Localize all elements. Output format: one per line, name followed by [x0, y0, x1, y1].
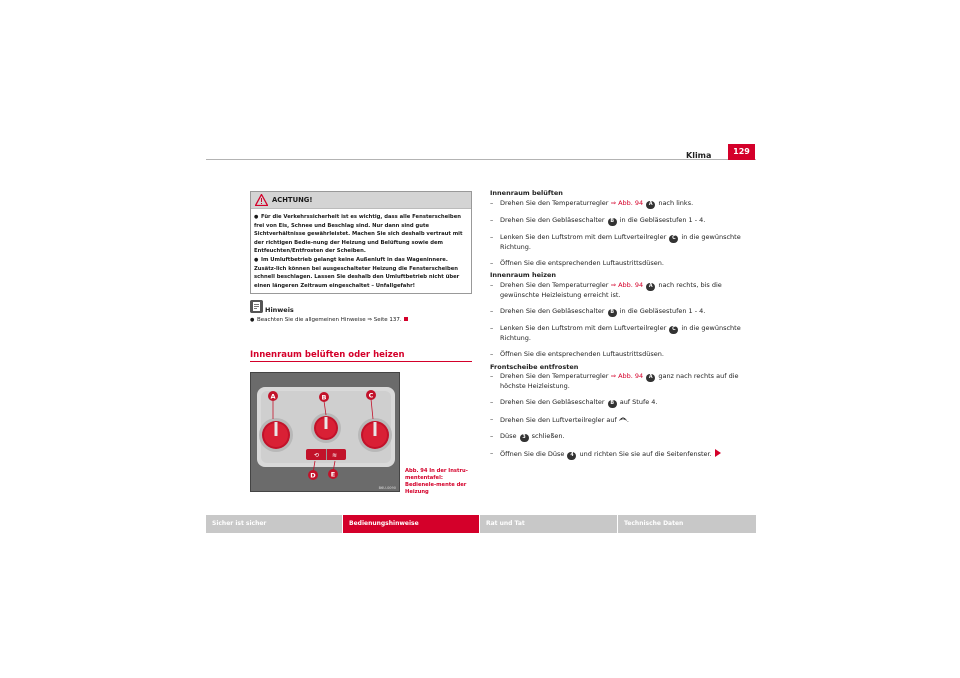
list-item: – Lenken Sie den Luftstrom mit dem Luftverteilregler C in die gewünschte Richtung. — [490, 323, 741, 342]
warning-bullet-text: Für die Verkehrssicherheit ist es wichtig, dass alle Fensterscheiben frei von Eis, Schnee und Beschlag sind. Nur dann sind gute Sichtverhältnisse gewährleistet. Machen Sie sich deshalb vertraut mit der richtigen Bedie-nung der Heizung und Belüftung sowie dem Entfeuchten/Entfrosten der Scheiben. — [254, 214, 463, 255]
heading-heizen: Innenraum heizen — [490, 271, 557, 280]
continue-arrow-icon — [715, 449, 721, 457]
callout-badge: B — [608, 218, 617, 226]
item-text: nach rechts, bis die gewünschte Heizleistung erreicht ist. — [500, 281, 722, 300]
item-text: in die Gebläsestufen 1 - 4. — [617, 306, 706, 315]
footer-tab-bedienung[interactable]: Bedienungshinweise — [343, 515, 479, 533]
item-text: Drehen Sie den Temperaturregler — [500, 372, 611, 381]
list-item: – Drehen Sie den Gebläseschalter B in die Gebläsestufen 1 - 4. — [490, 215, 706, 224]
footer-tab-sicher[interactable]: Sicher ist sicher — [206, 515, 342, 533]
info-note-icon — [250, 300, 263, 313]
item-text: Lenken Sie den Luftstrom mit dem Luftverteilregler — [500, 232, 669, 241]
list-item: – Lenken Sie den Luftstrom mit dem Luftverteilregler C in die gewünschte Richtung. — [490, 232, 741, 251]
list-item: – Öffnen Sie die entsprechenden Luftaustrittsdüsen. — [490, 258, 664, 267]
list-item: – Öffnen Sie die Düse 4 und richten Sie sie auf die Seitenfenster. — [490, 449, 756, 460]
callout-badge: C — [669, 326, 678, 334]
callout-badge: B — [608, 400, 617, 408]
list-item: – Drehen Sie den Gebläseschalter B auf Stufe 4. — [490, 398, 658, 407]
note-text: ● Beachten Sie die allgemeinen Hinweise ⇒ Seite 137. — [250, 316, 472, 324]
item-text: in die Gebläsestufen 1 - 4. — [617, 215, 706, 224]
heating-controls-illustration — [251, 373, 400, 492]
item-text: in die gewünschte Richtung. — [500, 323, 741, 342]
note-title: Hinweis — [265, 306, 294, 314]
item-text: und richten Sie sie auf die Seitenfenster. — [577, 449, 712, 458]
item-text: Drehen Sie den Gebläseschalter — [500, 306, 607, 315]
callout-label-a: A — [270, 392, 276, 401]
end-marker-icon — [404, 317, 408, 321]
item-text: Öffnen Sie die entsprechenden Luftaustrittsdüsen. — [500, 258, 664, 267]
header-rule — [206, 159, 756, 160]
callout-badge: C — [669, 235, 678, 243]
item-text: Düse — [500, 431, 519, 440]
instructions-column — [490, 189, 756, 467]
warning-box — [250, 191, 472, 294]
item-text: Öffnen Sie die Düse — [500, 449, 567, 458]
figure-link[interactable]: ⇒ Abb. 94 — [610, 372, 644, 381]
heading-entfrosten: Frontscheibe entfrosten — [490, 362, 579, 371]
callout-badge: A — [646, 201, 655, 209]
svg-text:⟲: ⟲ — [314, 452, 320, 459]
warning-title: ACHTUNG! — [272, 196, 313, 204]
list-item: – Drehen Sie den Gebläseschalter B in die Gebläsestufen 1 - 4. — [490, 306, 706, 315]
callout-label-e: E — [330, 470, 336, 479]
callout-badge: 3 — [520, 434, 529, 442]
heading-belueften: Innenraum belüften — [490, 189, 563, 197]
callout-badge: B — [608, 309, 617, 317]
item-text: ganz nach rechts auf die höchste Heizleistung. — [500, 372, 739, 391]
callout-label-c: C — [368, 391, 374, 400]
list-item: – Drehen Sie den Luftverteilregler auf . — [490, 415, 629, 425]
warning-bullet: ● Für die Verkehrssicherheit ist es wichtig, dass alle Fensterscheiben frei von Eis, Schnee und Beschlag sind. Nur dann sind gute Sichtverhältnisse gewährleistet. Machen Sie sich deshalb vertraut mit der richtigen Bedie-nung der Heizung und Belüftung sowie dem Entfeuchten/Entfrosten der Scheiben. — [254, 214, 463, 255]
list-item: – Drehen Sie den Temperaturregler ⇒ Abb. 94 A ganz nach rechts auf die höchste Heizleistung. — [490, 372, 739, 391]
warning-triangle-icon — [255, 194, 268, 206]
figure-code: B6U-0090 — [378, 486, 396, 490]
callout-label-d: D — [310, 471, 316, 480]
item-text: Drehen Sie den Temperaturregler — [500, 198, 611, 207]
item-text: schließen. — [529, 431, 565, 440]
list-item: – Öffnen Sie die entsprechenden Luftaustrittsdüsen. — [490, 349, 664, 358]
svg-text:≋: ≋ — [332, 452, 338, 459]
item-text: . — [626, 416, 629, 425]
item-text: Drehen Sie den Temperaturregler — [500, 281, 611, 290]
list-item: – Drehen Sie den Temperaturregler ⇒ Abb. 94 A nach rechts, bis die gewünschte Heizleistung erreicht ist. — [490, 281, 722, 300]
item-text: Drehen Sie den Gebläseschalter — [500, 398, 607, 407]
heating-controls-figure — [250, 372, 400, 492]
figure-link[interactable]: ⇒ Abb. 94 — [610, 281, 644, 290]
figure-caption: Abb. 94 In der Instru-mententafel: Bedienele-mente der Heizung — [405, 468, 468, 495]
warning-bullet: ● Im Umluftbetrieb gelangt keine Außenluft in das Wageninnere. Zusätz-lich können bei ausgeschalteter Heizung die Fensterscheiben schnell beschlagen. Lassen Sie deshalb den Umluftbetrieb nicht über einen längeren Zeitraum eingeschaltet – Unfallgefahr! — [254, 256, 460, 289]
figure-link[interactable]: ⇒ Abb. 94 — [610, 198, 644, 207]
item-text: Lenken Sie den Luftstrom mit dem Luftverteilregler — [500, 323, 669, 332]
list-item: – Düse 3 schließen. — [490, 431, 565, 440]
warning-body — [251, 209, 471, 290]
note-text-content: Beachten Sie die allgemeinen Hinweise ⇒ Seite 137. — [257, 317, 402, 323]
item-text: Drehen Sie den Luftverteilregler auf — [500, 416, 619, 425]
item-text: nach links. — [656, 198, 694, 207]
item-text: in die gewünschte Richtung. — [500, 232, 741, 251]
footer-tab-technik[interactable]: Technische Daten — [618, 515, 756, 533]
warning-header — [251, 192, 471, 209]
item-text: Öffnen Sie die entsprechenden Luftaustrittsdüsen. — [500, 349, 664, 358]
callout-label-b: B — [321, 393, 327, 402]
section-title: Innenraum belüften oder heizen — [250, 350, 405, 360]
callout-badge: A — [646, 283, 655, 291]
item-text: auf Stufe 4. — [617, 398, 658, 407]
windshield-defrost-icon — [619, 415, 627, 421]
section-rule — [250, 361, 472, 362]
page-title: Klima — [686, 151, 712, 160]
callout-badge: A — [646, 374, 655, 382]
warning-bullet-text: Im Umluftbetrieb gelangt keine Außenluft in das Wageninnere. Zusätz-lich können bei ausgeschalteter Heizung die Fensterscheiben schnell beschlagen. Lassen Sie deshalb den Umluftbetrieb nicht über einen längeren Zeitraum eingeschaltet – Unfallgefahr! — [254, 256, 460, 289]
callout-badge: 4 — [567, 452, 576, 460]
page-number-badge: 129 — [728, 144, 755, 160]
footer-tab-rat[interactable]: Rat und Tat — [480, 515, 617, 533]
list-item: – Drehen Sie den Temperaturregler ⇒ Abb. 94 A nach links. — [490, 198, 694, 207]
item-text: Drehen Sie den Gebläseschalter — [500, 215, 607, 224]
